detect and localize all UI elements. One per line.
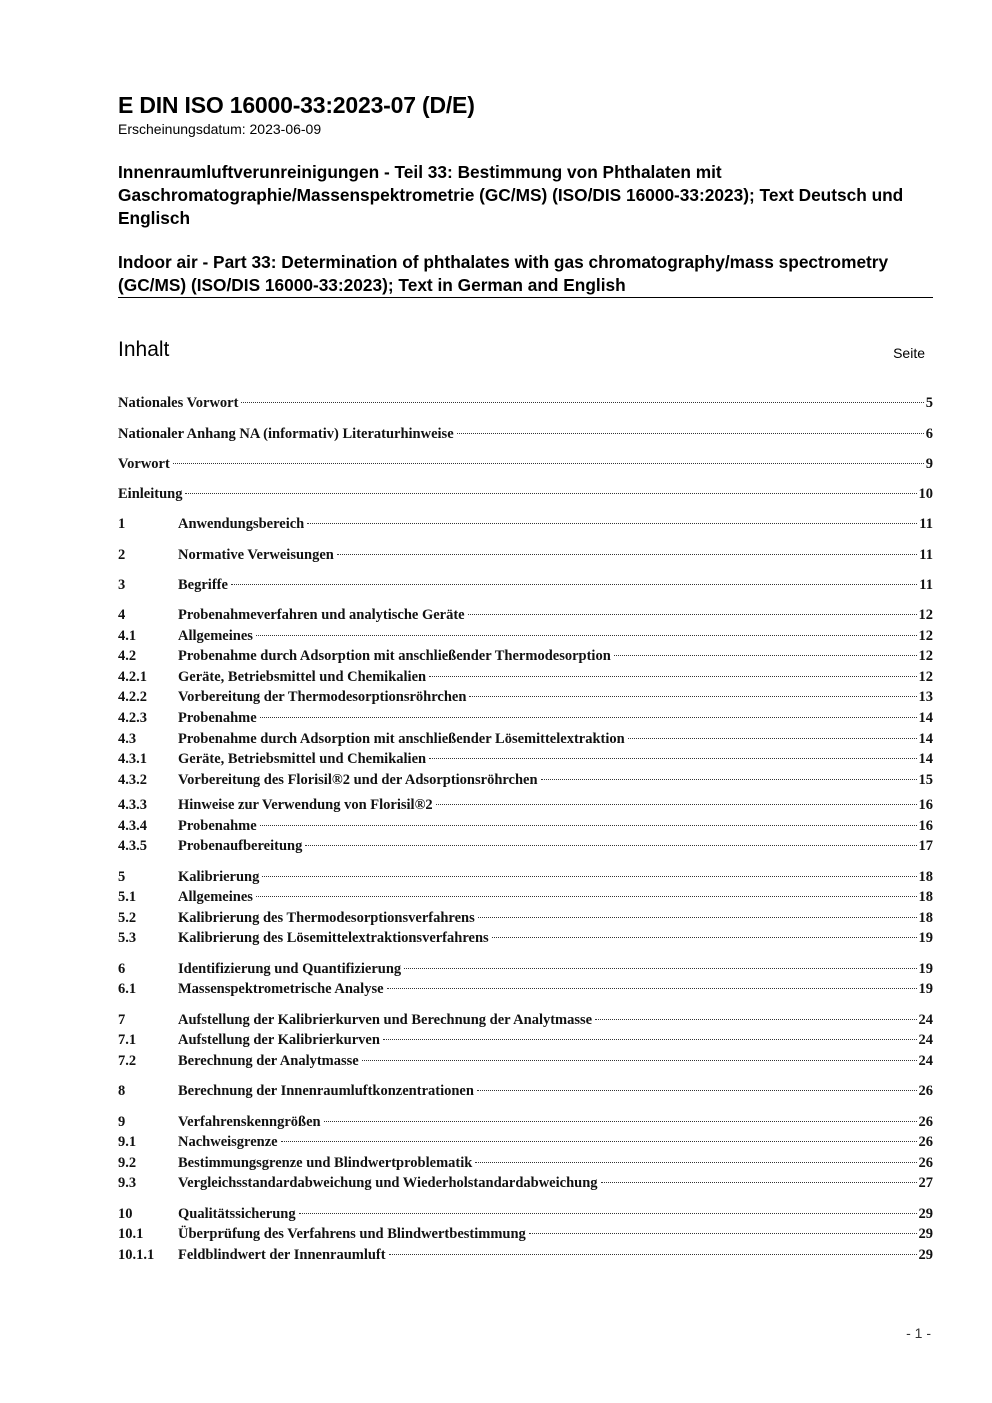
toc-entry[interactable] [118,516,933,536]
toc-entry-title: Kalibrierung des Thermodesorptionsverfahrens [178,910,475,926]
dot-leader [436,804,917,805]
toc-entry-number: 7.1 [118,1032,137,1048]
toc-entry-title: Aufstellung der Kalibrierkurven und Berechnung der Analytmasse [178,1012,593,1028]
toc-entry[interactable] [118,1032,933,1052]
toc-entry-page: 18 [918,869,933,885]
toc-entry[interactable] [118,1155,933,1175]
toc-entry-number: 10 [118,1206,133,1222]
toc-entry[interactable] [118,910,933,930]
toc-entry-number: 2 [118,547,126,563]
toc-entry-title: Identifizierung und Quantifizierung [178,961,402,977]
dot-leader [173,463,924,464]
dot-leader [260,825,917,826]
page-number: - 1 - [906,1325,931,1341]
toc-entry-number: 4.3.5 [118,838,147,854]
toc-entry-title: Massenspektrometrische Analyse [178,981,384,997]
toc-entry-number: 9.2 [118,1155,137,1171]
dot-leader [260,717,917,718]
title-english: Indoor air - Part 33: Determination of phthalates with gas chromatography/mass spectrometry (GC/MS) (ISO/DIS 16000-33:2023); Text in German and English [118,252,889,295]
toc-entry[interactable] [118,1134,933,1154]
toc-entry-number: 3 [118,577,126,593]
toc-entry[interactable] [118,1083,933,1103]
dot-leader [469,696,916,697]
toc-entry[interactable] [118,1012,933,1032]
toc-entry-page: 24 [918,1032,933,1048]
toc-entry-page: 14 [918,751,933,767]
toc-entry[interactable] [118,648,933,668]
toc-entry-number: 4.2.2 [118,689,147,705]
dot-leader [387,988,917,989]
toc-entry-number: 4 [118,607,126,623]
dot-leader [299,1213,917,1214]
dot-leader [307,523,917,524]
toc-entry-number: 5 [118,869,126,885]
toc-entry-title: Begriffe [178,577,228,593]
toc-entry-title: Probenaufbereitung [178,838,303,854]
toc-entry-title: Nationales Vorwort [118,395,239,411]
toc-entry-title: Probenahme [178,710,257,726]
dot-leader [614,655,917,656]
dot-leader [256,896,917,897]
dot-leader [404,968,916,969]
toc-entry[interactable] [118,731,933,751]
toc-entry-title: Probenahme durch Adsorption mit anschließender Lösemittelextraktion [178,731,625,747]
toc-entry-title: Kalibrierung des Lösemittelextraktionsverfahrens [178,930,489,946]
toc-entry[interactable] [118,669,933,689]
dot-leader [383,1039,917,1040]
toc-entry-title: Verfahrenskenngrößen [178,1114,321,1130]
toc-entry-number: 9 [118,1114,126,1130]
toc-entry-title: Geräte, Betriebsmittel und Chemikalien [178,751,427,767]
toc-entry[interactable] [118,607,933,627]
toc-entry[interactable] [118,961,933,981]
toc-entry-title: Kalibrierung [178,869,260,885]
toc-entry[interactable] [118,1053,933,1073]
toc-entry-title: Normative Verweisungen [178,547,334,563]
toc-entry-title: Bestimmungsgrenze und Blindwertproblematik [178,1155,473,1171]
toc-entry-number: 4.3.1 [118,751,147,767]
toc-entry[interactable] [118,689,933,709]
dot-leader [429,676,916,677]
toc-entry-number: 4.2.3 [118,710,147,726]
toc-entry-number: 4.3.2 [118,772,147,788]
toc-entry-title: Probenahmeverfahren und analytische Geräte [178,607,465,623]
toc-entry-page: 12 [918,648,933,664]
toc-entry-page: 11 [919,577,933,593]
dot-leader [231,584,917,585]
toc-entry[interactable] [118,710,933,730]
page-column-label: Seite [893,345,925,361]
toc-entry-page: 6 [925,426,933,442]
toc-entry-title: Allgemeines [178,628,253,644]
toc-entry-title: Geräte, Betriebsmittel und Chemikalien [178,669,427,685]
dot-leader [541,779,917,780]
toc-entry[interactable] [118,838,933,858]
toc-entry-page: 5 [925,395,933,411]
dot-leader [601,1182,917,1183]
toc-entry-page: 24 [918,1053,933,1069]
toc-entry-number: 8 [118,1083,126,1099]
toc-entry-number: 7 [118,1012,126,1028]
toc-entry[interactable] [118,547,933,567]
toc-entry[interactable] [118,772,933,792]
dot-leader [256,635,917,636]
toc-entry-page: 13 [918,689,933,705]
toc-entry-title: Vorbereitung der Thermodesorptionsröhrchen [178,689,467,705]
toc-entry-page: 29 [918,1247,933,1263]
toc-entry[interactable] [118,486,933,506]
toc-entry-page: 17 [918,838,933,854]
dot-leader [468,614,917,615]
toc-entry-number: 4.1 [118,628,137,644]
toc-entry[interactable] [118,869,933,889]
toc-entry-number: 1 [118,516,126,532]
toc-entry-title: Qualitätssicherung [178,1206,296,1222]
toc-entry-title: Feldblindwert der Innenraumluft [178,1247,386,1263]
dot-leader [324,1121,917,1122]
dot-leader [185,493,916,494]
toc-entry-title: Nachweisgrenze [178,1134,278,1150]
dot-leader [281,1141,917,1142]
toc-entry-page: 10 [918,486,933,502]
dot-leader [478,917,917,918]
toc-entry-page: 16 [918,797,933,813]
toc-entry-page: 16 [918,818,933,834]
toc-entry-title: Berechnung der Innenraumluftkonzentrationen [178,1083,474,1099]
toc-entry-title: Nationaler Anhang NA (informativ) Literaturhinweise [118,426,454,442]
toc-entry-page: 19 [918,930,933,946]
dot-leader [529,1233,917,1234]
toc-entry[interactable] [118,1175,933,1195]
toc-entry-title: Anwendungsbereich [178,516,305,532]
toc-entry[interactable] [118,628,933,648]
toc-entry-page: 9 [925,456,933,472]
toc-entry-page: 19 [918,961,933,977]
toc-entry[interactable] [118,426,933,446]
toc-entry-number: 6.1 [118,981,137,997]
toc-entry-page: 26 [918,1083,933,1099]
toc-entry-title: Vorbereitung des Florisil®2 und der Adsorptionsröhrchen [178,772,538,788]
publication-date: Erscheinungsdatum: 2023-06-09 [118,121,322,137]
toc-entry-number: 4.3.3 [118,797,147,813]
toc-entry-title: Vorwort [118,456,170,472]
toc-entry-number: 4.3.4 [118,818,147,834]
toc-entry-number: 5.2 [118,910,137,926]
toc-entry-page: 26 [918,1134,933,1150]
toc-entry-page: 27 [918,1175,933,1191]
toc-entry-page: 15 [918,772,933,788]
toc-entry[interactable] [118,751,933,771]
toc-entry-number: 10.1 [118,1226,144,1242]
dot-leader [389,1254,917,1255]
toc-entry-title: Vergleichsstandardabweichung und Wiederholstandardabweichung [178,1175,598,1191]
toc-entry-page: 14 [918,731,933,747]
toc-entry-number: 6 [118,961,126,977]
toc-entry[interactable] [118,930,933,950]
dot-leader [457,433,924,434]
toc-entry-number: 7.2 [118,1053,137,1069]
toc-entry-number: 9.1 [118,1134,137,1150]
document-page [118,0,933,1403]
toc-entry-title: Aufstellung der Kalibrierkurven [178,1032,380,1048]
dot-leader [305,845,916,846]
toc-entry-number: 5.3 [118,930,137,946]
toc-entry-page: 14 [918,710,933,726]
title-german: Innenraumluftverunreinigungen - Teil 33: Bestimmung von Phthalaten mit Gaschromatographie/Massenspektrometrie (GC/MS) (ISO/DIS 16000-33:2023); Text Deutsch und Englisch [118,162,904,228]
toc-entry[interactable] [118,456,933,476]
dot-leader [362,1060,917,1061]
toc-entry-page: 18 [918,889,933,905]
toc-entry[interactable] [118,1226,933,1246]
toc-entry-number: 4.2 [118,648,137,664]
toc-entry-title: Allgemeines [178,889,253,905]
toc-entry[interactable] [118,889,933,909]
toc-entry-number: 4.3 [118,731,137,747]
dot-leader [475,1162,916,1163]
contents-heading: Inhalt [118,338,170,361]
dot-leader [262,876,916,877]
toc-entry-number: 9.3 [118,1175,137,1191]
toc-entry-page: 18 [918,910,933,926]
toc-entry-title: Probenahme [178,818,257,834]
toc-entry-page: 26 [918,1155,933,1171]
toc-entry-page: 11 [919,516,933,532]
toc-entry-title: Berechnung der Analytmasse [178,1053,359,1069]
toc-entry[interactable] [118,1114,933,1134]
dot-leader [477,1090,917,1091]
toc-entry-page: 19 [918,981,933,997]
toc-entry-page: 12 [918,669,933,685]
title-divider [118,297,933,298]
dot-leader [429,758,916,759]
toc-entry[interactable] [118,797,933,817]
dot-leader [595,1019,916,1020]
toc-entry-page: 11 [919,547,933,563]
toc-entry-number: 5.1 [118,889,137,905]
toc-entry[interactable] [118,395,933,415]
toc-entry-page: 29 [918,1226,933,1242]
toc-entry-number: 10.1.1 [118,1247,155,1263]
toc-entry-title: Hinweise zur Verwendung von Florisil®2 [178,797,433,813]
dot-leader [628,738,917,739]
dot-leader [492,937,917,938]
toc-entry-page: 26 [918,1114,933,1130]
toc-entry[interactable] [118,1247,933,1267]
toc-entry-page: 12 [918,628,933,644]
toc-entry-page: 24 [918,1012,933,1028]
toc-entry[interactable] [118,818,933,838]
toc-entry-title: Einleitung [118,486,183,502]
toc-entry[interactable] [118,1206,933,1226]
toc-entry-page: 29 [918,1206,933,1222]
toc-entry-title: Überprüfung des Verfahrens und Blindwertbestimmung [178,1226,526,1242]
toc-entry-page: 12 [918,607,933,623]
document-id: E DIN ISO 16000-33:2023-07 (D/E) [118,92,475,118]
toc-entry[interactable] [118,981,933,1001]
dot-leader [241,402,923,403]
toc-entry[interactable] [118,577,933,597]
dot-leader [337,554,917,555]
toc-entry-title: Probenahme durch Adsorption mit anschließender Thermodesorption [178,648,611,664]
toc-entry-number: 4.2.1 [118,669,147,685]
